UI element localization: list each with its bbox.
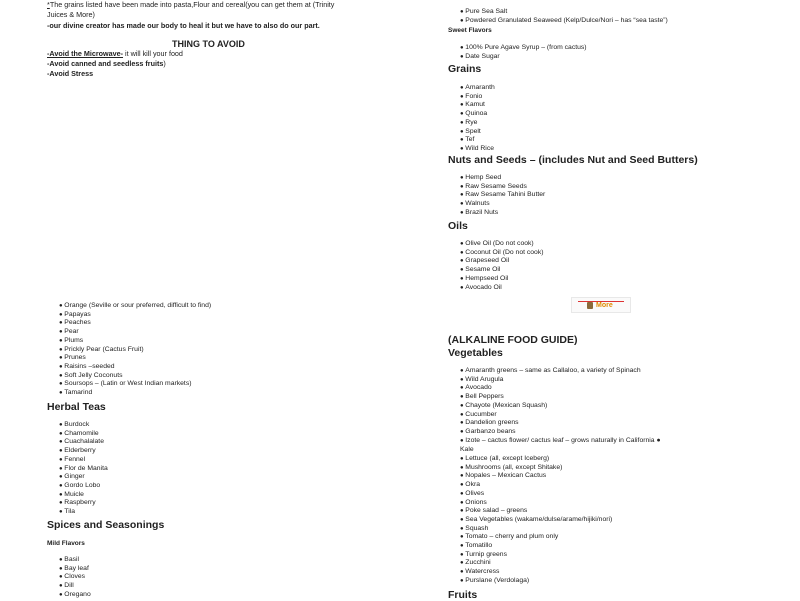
list-item: ● Date Sugar <box>460 53 587 62</box>
list-item: ● 100% Pure Agave Syrup – (from cactus) <box>460 44 587 53</box>
list-item: ● Bay leaf <box>59 565 91 574</box>
list-item: ● Ginger <box>59 473 108 482</box>
list-item: ● Okra <box>460 481 612 490</box>
list-item: ● Mushrooms (all, except Shitake) <box>460 464 612 473</box>
list-item: ● Avocado <box>460 384 661 393</box>
intro-paragraph <box>47 0 387 31</box>
avoid-canned <box>47 59 166 69</box>
guide-title: (ALKALINE FOOD GUIDE) <box>448 334 578 346</box>
list-item: ● Wild Arugula <box>460 376 661 385</box>
list-item: ● Plums <box>59 337 211 346</box>
list-item: ● Fonio <box>460 93 495 102</box>
list-item: ● Sea Vegetables (wakame/dulse/arame/hijiki/nori) <box>460 516 612 525</box>
sweet-list <box>460 44 587 61</box>
list-item: ● Soursops – (Latin or West Indian markets) <box>59 380 211 389</box>
avoid-stress: -Avoid Stress <box>47 69 94 78</box>
list-item: ● Chamomile <box>59 430 108 439</box>
list-item: ● Nopales – Mexican Cactus <box>460 472 612 481</box>
list-item: ● Pure Sea Salt <box>460 8 668 17</box>
list-item: ● Raw Sesame Seeds <box>460 183 545 192</box>
vegetables-heading: Vegetables <box>448 347 503 359</box>
list-item: ● Squash <box>460 525 612 534</box>
list-item: ● Avocado Oil <box>460 284 544 293</box>
fruits-list <box>59 302 211 398</box>
list-item: ● Oregano <box>59 591 91 600</box>
list-item: ● Cucumber <box>460 411 661 420</box>
bag-icon <box>587 302 593 309</box>
sweet-flavors-heading: Sweet Flavors <box>448 27 492 34</box>
list-item: ● Tila <box>59 508 108 517</box>
list-item: ● Raspberry <box>59 499 108 508</box>
list-item: ● Chayote (Mexican Squash) <box>460 402 661 411</box>
list-item: ● Gordo Lobo <box>59 482 108 491</box>
intro-line-3: -our divine creator has made our body to heal it but we have to also do our part. <box>47 21 320 30</box>
list-item: ● Muicle <box>59 491 108 500</box>
list-item: ● Hempseed Oil <box>460 275 544 284</box>
avoid-canned-text: -Avoid canned and seedless fruits <box>47 59 164 68</box>
list-item: ● Purslane (Verdolaga) <box>460 577 612 586</box>
list-item: ● Brazil Nuts <box>460 209 545 218</box>
list-item: ● Olives <box>460 490 612 499</box>
grains-heading: Grains <box>448 63 482 75</box>
list-item: ● Wild Rice <box>460 145 495 154</box>
nuts-list <box>460 174 545 218</box>
list-item: ● Powdered Granulated Seaweed (Kelp/Dulce/Nori – has “sea taste”) <box>460 17 668 26</box>
list-item: ● Walnuts <box>460 200 545 209</box>
list-item: ● Flor de Manita <box>59 465 108 474</box>
spices-heading: Spices and Seasonings <box>47 519 165 531</box>
list-item: ● Tef <box>460 136 495 145</box>
list-item: ● Coconut Oil (Do not cook) <box>460 249 544 258</box>
list-item: ● Papayas <box>59 311 211 320</box>
list-item: ● Garbanzo beans <box>460 428 661 437</box>
avoid-canned-suffix: ) <box>163 59 166 68</box>
list-item: ● Soft Jelly Coconuts <box>59 372 211 381</box>
list-item: ● Poke salad – greens <box>460 507 612 516</box>
list-item: ● Rye <box>460 119 495 128</box>
list-item: ● Izote – cactus flower/ cactus leaf – grows naturally in California ● <box>460 437 661 446</box>
mild-flavors-heading: Mild Flavors <box>47 540 85 547</box>
oils-heading: Oils <box>448 220 468 232</box>
herbal-teas-list <box>59 421 108 517</box>
intro-asterisk: * <box>47 0 50 9</box>
list-item: ● Watercress <box>460 568 612 577</box>
list-item: ● Pear <box>59 328 211 337</box>
mild-flavors-list <box>59 556 91 600</box>
veg-kale: Kale <box>460 446 474 453</box>
list-item: ● Tomatillo <box>460 542 612 551</box>
herbal-teas-heading: Herbal Teas <box>47 401 106 413</box>
list-item: ● Onions <box>460 499 612 508</box>
avoid-microwave-bold: -Avoid the Microwave- <box>47 49 124 58</box>
list-item: ● Hemp Seed <box>460 174 545 183</box>
list-item: ● Tomato – cherry and plum only <box>460 533 612 542</box>
list-item: ● Grapeseed Oil <box>460 257 544 266</box>
list-item: ● Cuachalalate <box>59 438 108 447</box>
list-item: ● Quinoa <box>460 110 495 119</box>
more-button-label: More <box>596 302 613 309</box>
list-item: ● Turnip greens <box>460 551 612 560</box>
list-item: ● Lettuce (all, except Iceberg) <box>460 455 612 464</box>
list-item: ● Peaches <box>59 319 211 328</box>
list-item: ● Basil <box>59 556 91 565</box>
more-button[interactable] <box>571 297 631 313</box>
intro-line-2: Juices & More) <box>47 10 95 19</box>
list-item: ● Orange (Seville or sour preferred, difficult to find) <box>59 302 211 311</box>
list-item: ● Kamut <box>460 101 495 110</box>
list-item: ● Cloves <box>59 573 91 582</box>
list-item: ● Zucchini <box>460 559 612 568</box>
oils-list <box>460 240 544 292</box>
list-item: ● Prunes <box>59 354 211 363</box>
avoid-microwave <box>47 49 183 59</box>
nuts-seeds-heading: Nuts and Seeds – (includes Nut and Seed Butters) <box>448 154 698 166</box>
salty-list <box>460 8 668 25</box>
list-item: ● Amaranth greens – same as Callaloo, a variety of Spinach <box>460 367 661 376</box>
list-item: ● Dandelion greens <box>460 419 661 428</box>
avoid-microwave-rest: it will kill your food <box>123 49 183 58</box>
fruits-heading: Fruits <box>448 589 478 601</box>
list-item: ● Tamarind <box>59 389 211 398</box>
list-item: ● Burdock <box>59 421 108 430</box>
list-item: ● Spelt <box>460 128 495 137</box>
list-item: ● Dill <box>59 582 91 591</box>
list-item: ● Prickly Pear (Cactus Fruit) <box>59 346 211 355</box>
intro-line-1: The grains listed have been made into pasta,Flour and cereal(you can get them at (Trinity <box>49 0 335 9</box>
list-item: ● Raisins –seeded <box>59 363 211 372</box>
list-item: ● Olive Oil (Do not cook) <box>460 240 544 249</box>
list-item: ● Elderberry <box>59 447 108 456</box>
list-item: ● Amaranth <box>460 84 495 93</box>
grains-list <box>460 84 495 154</box>
list-item: ● Raw Sesame Tahini Butter <box>460 191 545 200</box>
vegetables-list-2 <box>460 455 612 586</box>
thing-to-avoid-heading: THING TO AVOID <box>172 39 245 49</box>
list-item: ● Bell Peppers <box>460 393 661 402</box>
vegetables-list <box>460 367 661 445</box>
list-item: ● Sesame Oil <box>460 266 544 275</box>
list-item: ● Fennel <box>59 456 108 465</box>
